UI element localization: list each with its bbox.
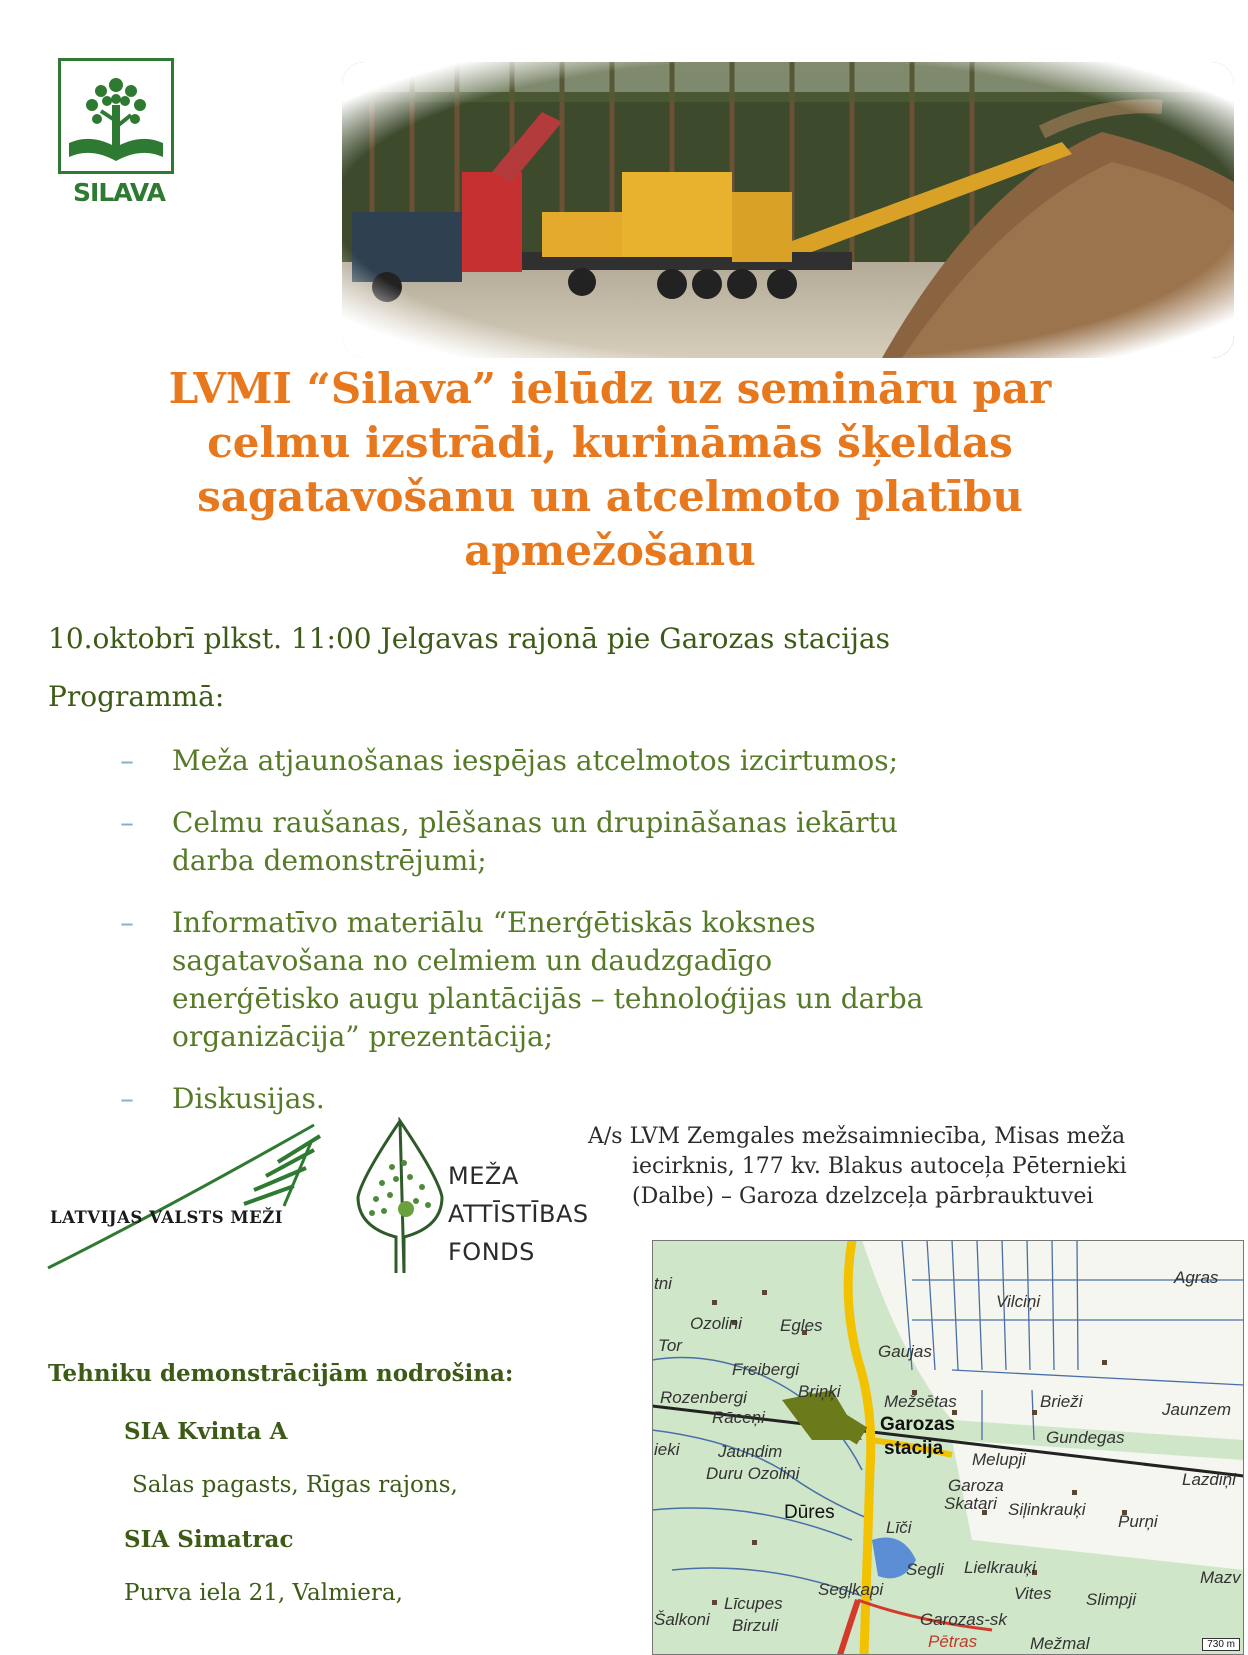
maf-word: MEŽA [448,1162,519,1190]
map-label: Garozas [880,1414,955,1435]
maf-name [448,1157,589,1271]
map-label: Gaujas [878,1342,932,1361]
map-label: Birzuli [732,1616,779,1635]
map-label: Jaundim [718,1442,783,1461]
title-line: sagatavošanu un atcelmoto platību [197,472,1023,521]
map-scale: 730 m [1202,1638,1240,1651]
map-label: tni [654,1274,672,1293]
map-label: Vites [1014,1584,1052,1603]
spruce-swoosh-icon [44,1120,334,1270]
map-label: Purņi [1118,1512,1158,1531]
program-item [120,904,1120,1056]
map-label: Mežsētas [884,1392,957,1411]
program-item-line: darba demonstrējumi; [172,844,487,877]
program-item-line: sagatavošana no celmiem un daudzgadīgo [172,944,773,977]
program-item [120,804,1120,880]
program-item-line: Meža atjaunošanas iespējas atcelmotos izcirtumos; [172,744,899,777]
header-photo [342,62,1234,358]
map-label: Skatari [944,1494,997,1513]
logo-text: SILAVA [73,178,165,207]
map-label: Siļinkrauķi [1008,1500,1086,1519]
map-label: Briņķi [798,1382,841,1401]
map-label: Rozenbergi [660,1388,747,1407]
lvm-name: LATVIJAS VALSTS MEŽI [50,1208,283,1227]
map-label: Jaunzem [1162,1400,1231,1419]
map-label: ieki [654,1440,680,1459]
map-label: Agras [1174,1268,1219,1287]
logo-frame [58,58,174,174]
map-label: Mežmal [1030,1634,1090,1653]
map-label: Segļkapi [818,1580,884,1599]
map-label: Brieži [1040,1392,1083,1411]
map-label: stacija [884,1438,944,1459]
program-item [120,1080,1120,1118]
list-dash: – [120,1082,134,1115]
map-label: Duru Ozolini [706,1464,800,1483]
title-line: celmu izstrādi, kurināmās šķeldas [207,418,1013,467]
list-dash: – [120,744,134,777]
map-label: Freibergi [732,1360,800,1379]
program-item [120,742,1120,780]
title-line: apmežošanu [464,526,756,575]
map-label: Vilciņi [996,1292,1041,1311]
map-label: Līcupes [724,1594,783,1613]
program-item-line: Informatīvo materiālu “Enerģētiskās koksnes [172,906,816,939]
map-label: Slimpji [1086,1590,1137,1609]
map-label: Mazv [1200,1568,1241,1587]
maf-logo [352,1117,598,1275]
program-item-line: Diskusijas. [172,1082,325,1115]
list-dash: – [120,906,134,939]
maf-word: ATTĪSTĪBAS [448,1200,589,1228]
map-label: Garozas-sk [920,1610,1007,1629]
sponsor-address: Purva iela 21, Valmiera, [124,1580,403,1606]
map-label: Gundegas [1046,1428,1125,1447]
title-line: LVMI “Silava” ielūdz uz semināru par [168,364,1052,413]
map-label: Melupji [972,1450,1026,1469]
tree-book-icon [61,61,171,171]
location-line: iecirknis, 177 kv. Blakus autoceļa Pēternieki [632,1154,1127,1179]
map-label: Šalkoni [654,1610,710,1629]
list-dash: – [120,806,134,839]
leaf-seed-icon [352,1117,448,1275]
program-item-line: organizācija” prezentācija; [172,1020,554,1053]
event-info: 10.oktobrī plkst. 11:00 Jelgavas rajonā pie Garozas stacijas [48,622,890,655]
silava-logo [58,56,180,206]
sponsor-name: SIA Kvinta A [124,1418,288,1445]
map-label: Rāceņi [712,1408,765,1427]
map-label: Garoza [948,1476,1004,1495]
map-label: Lielkrauķi [964,1558,1036,1577]
program-list [120,742,1120,1142]
map-label: Egles [780,1316,823,1335]
sponsor-name: SIA Simatrac [124,1526,294,1553]
program-item-line: Celmu raušanas, plēšanas un drupināšanas iekārtu [172,806,898,839]
location-line: A/s LVM Zemgales mežsaimniecība, Misas meža [588,1124,1126,1149]
map-label: Tor [658,1336,682,1355]
map-label: Ozolini [690,1314,742,1333]
sponsor-address: Salas pagasts, Rīgas rajons, [132,1472,458,1498]
maf-word: FONDS [448,1238,535,1266]
program-item-line: enerģētisko augu plantācijās – tehnoloģijas un darba [172,982,924,1015]
lvm-logo [44,1120,334,1270]
location-line: (Dalbe) – Garoza dzelzceļa pārbrauktuvei [632,1184,1094,1209]
map-label: Pētras [928,1632,978,1651]
seminar-title [60,362,1160,578]
map-label: Dūres [784,1502,835,1523]
map-label: Lazdiņi [1182,1470,1236,1489]
map-label: Segli [906,1560,944,1579]
program-heading: Programmā: [48,680,225,713]
location-text [588,1122,1228,1212]
tech-heading: Tehniku demonstrācijām nodrošina: [48,1360,514,1387]
location-map [652,1240,1244,1655]
map-label: Līči [886,1518,912,1537]
